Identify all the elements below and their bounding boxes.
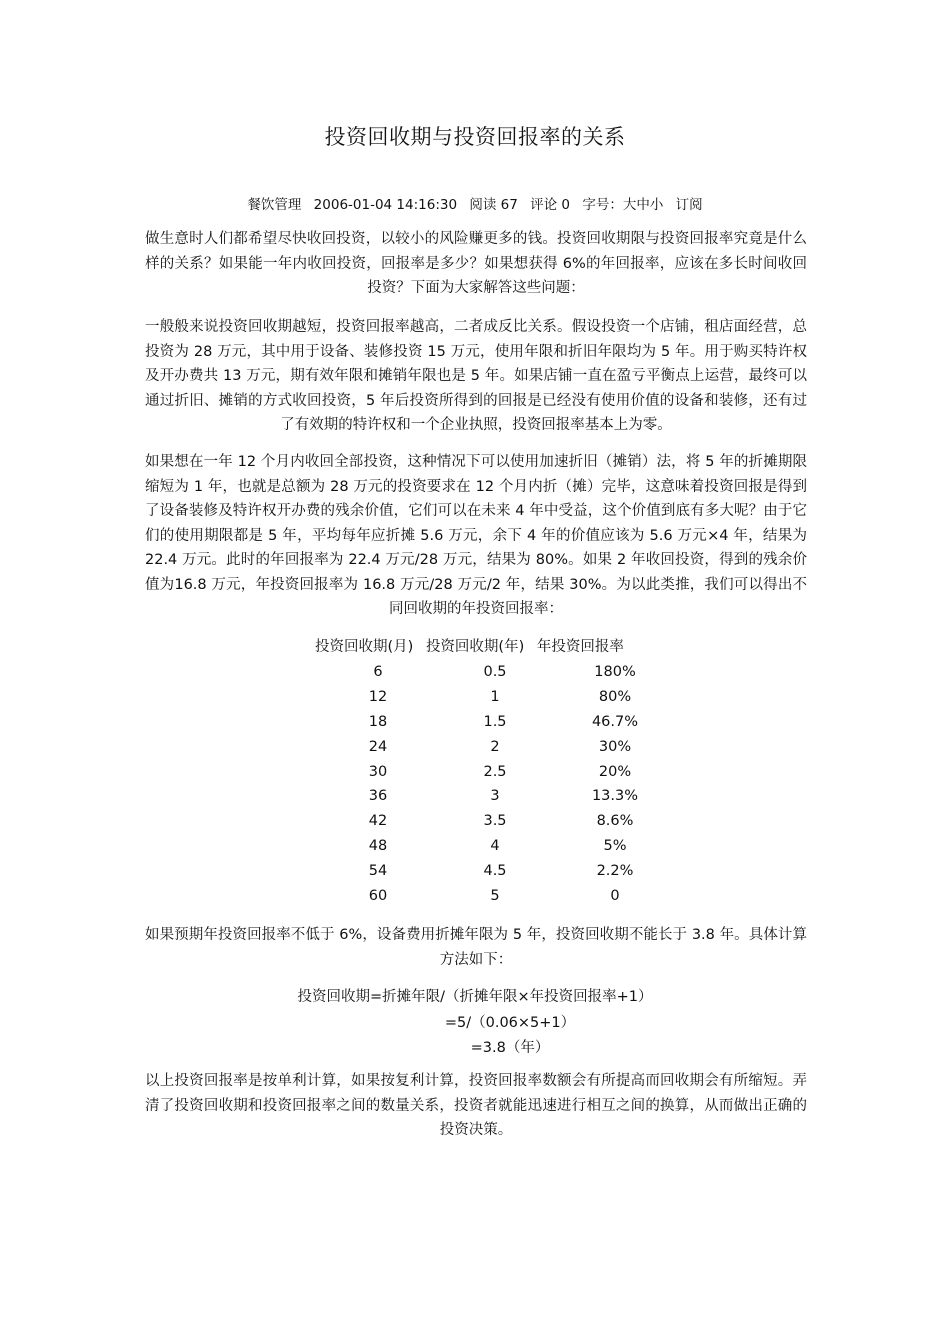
cell-months: 18 <box>368 713 388 730</box>
cell-years: 5 <box>490 888 500 905</box>
cell-months: 12 <box>368 688 388 705</box>
meta-subscribe[interactable]: 订阅 <box>675 197 703 213</box>
table-row <box>315 710 655 735</box>
document-title: 投资回收期与投资回报率的关系 <box>324 125 626 149</box>
table-header <box>315 635 655 660</box>
table-row <box>315 685 655 710</box>
header-return-rate: 年投资回报率 <box>536 639 624 655</box>
header-years: 投资回收期(年) <box>425 639 525 655</box>
cell-months: 48 <box>368 838 388 855</box>
paragraph-relationship: 一般般来说投资回收期越短，投资回报率越高，二者成反比关系。假设投资一个店铺，租店面经营，总投资为 28 万元，其中用于设备、装修投资 15 万元，使用年限和折旧年限均为 5 年。用于购买特许权及开办费共 13 万元，期有效年限和摊销年限也是 5 年。如果店铺一直在盈亏平衡点上运营，最终可以通过折旧、摊销的方式收回投资，5 年后投资所得到的回报是已经没有使用价值的设备和装修，还有过了有效期的特许权和一个企业执照，投资回报率基本上为零。 <box>145 319 807 433</box>
paragraph-conclusion: 以上投资回报率是按单利计算，如果按复利计算，投资回报率数额会有所提高而回收期会有所缩短。弄清了投资回收期和投资回报率之间的数量关系，投资者就能迅速进行相互之间的换算，从而做出正确的投资决策。 <box>145 1073 807 1138</box>
table-row <box>315 809 655 834</box>
meta-font-size[interactable]: 字号：大中小 <box>582 197 664 213</box>
formula-line: =5/（0.06×5+1） <box>444 1014 576 1031</box>
cell-rate: 5% <box>603 838 627 855</box>
cell-months: 36 <box>368 788 388 805</box>
cell-rate: 2.2% <box>596 863 634 880</box>
payback-table <box>315 635 655 909</box>
paragraph-intro: 做生意时人们都希望尽快收回投资，以较小的风险赚更多的钱。投资回收期限与投资回报率究竟是什么样的关系？如果能一年内收回投资，回报率是多少？如果想获得 6%的年回报率，应该在多长时间收回投资？下面为大家解答这些问题： <box>145 231 807 296</box>
cell-rate: 8.6% <box>596 813 634 830</box>
cell-months: 42 <box>368 813 388 830</box>
formula-line: =3.8（年） <box>470 1040 550 1056</box>
cell-years: 1 <box>490 688 500 705</box>
formula-line: 投资回收期=折摊年限/（折摊年限×年投资回报率+1） <box>297 989 653 1005</box>
table-row <box>315 884 655 909</box>
meta-category[interactable]: 餐饮管理 <box>247 197 302 213</box>
cell-rate: 46.7% <box>591 713 639 730</box>
paragraph-accelerated: 如果想在一年 12 个月内收回全部投资，这种情况下可以使用加速折旧（摊销）法，将 5 年的折摊期限缩短为 1 年，也就是总额为 28 万元的投资要求在 12 个月内折（摊）完毕，这意味着投资回报是得到了设备装修及特许权开办费的残余价值，它们可以在未来 4 年中受益，这个价值到底有多大呢？由于它们的使用期限都是 5 年，平均每年应折摊 5.6 万元，余下 4 年的价值应该为 5.6 万元×4 年，结果为 22.4 万元。此时的年回报率为 22.4 万元/28 万元，结果为 80%。如果 2 年收回投资，得到的残余价值为16.8 万元，年投资回报率为 16.8 万元/28 万元/2 年，结果 30%。为以此类推，我们可以得出不同回收期的年投资回报率： <box>145 454 807 617</box>
cell-years: 3.5 <box>483 813 507 830</box>
cell-years: 4 <box>490 838 500 855</box>
table-row <box>315 660 655 685</box>
table-row <box>315 859 655 884</box>
cell-rate: 80% <box>598 688 632 705</box>
formula-block <box>0 985 950 1062</box>
cell-rate: 0 <box>610 888 620 905</box>
header-months: 投资回收期(月) <box>315 639 414 655</box>
meta-comments[interactable]: 评论 0 <box>530 197 571 213</box>
cell-months: 30 <box>368 763 388 780</box>
cell-rate: 180% <box>594 664 636 680</box>
table-row <box>315 760 655 785</box>
article-meta <box>0 193 950 213</box>
cell-months: 6 <box>373 664 383 680</box>
cell-rate: 13.3% <box>591 788 639 805</box>
table-row <box>315 784 655 809</box>
meta-reads: 阅读 67 <box>469 197 518 213</box>
cell-months: 60 <box>368 888 388 905</box>
cell-rate: 20% <box>598 763 632 780</box>
cell-months: 24 <box>368 738 388 755</box>
cell-years: 0.5 <box>483 664 507 680</box>
cell-years: 3 <box>490 788 500 805</box>
paragraph-expectation: 如果预期年投资回报率不低于 6%，设备费用折摊年限为 5 年，投资回收期不能长于 3.8 年。具体计算方法如下： <box>145 927 807 968</box>
table-row <box>315 735 655 760</box>
cell-months: 54 <box>368 863 388 880</box>
cell-rate: 30% <box>598 738 632 755</box>
table-row <box>315 834 655 859</box>
cell-years: 4.5 <box>483 863 507 880</box>
cell-years: 2.5 <box>483 763 507 780</box>
cell-years: 1.5 <box>483 713 507 730</box>
cell-years: 2 <box>490 738 500 755</box>
meta-datetime: 2006-01-04 14:16:30 <box>313 197 458 213</box>
